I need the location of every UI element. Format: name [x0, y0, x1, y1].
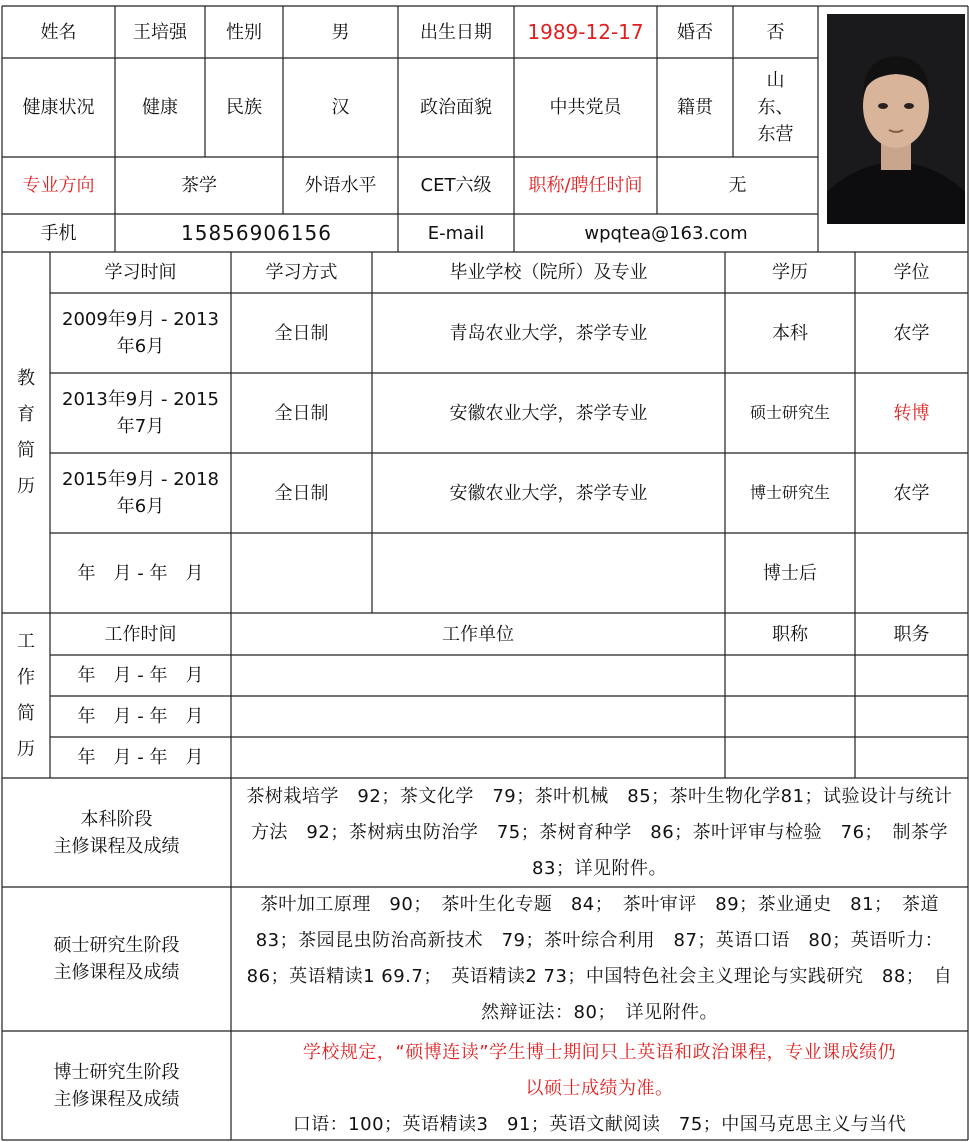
birth-label: 出生日期 — [420, 21, 492, 43]
title-value: 无 — [728, 175, 747, 196]
edu-row-1-school: 青岛农业大学，茶学专业 — [449, 322, 648, 344]
phd-courses-text-block — [231, 1031, 968, 1140]
undergrad-courses-label — [2, 778, 231, 887]
work-row-3-time: 年 月 - 年 月 — [77, 747, 204, 768]
ethnic-value: 汉 — [331, 97, 350, 118]
work-row-1-time: 年 月 - 年 月 — [77, 665, 204, 686]
edu-header-school: 毕业学校（院所）及专业 — [449, 262, 648, 283]
edu-header-degree: 学位 — [893, 262, 930, 283]
work-section-label — [2, 613, 50, 778]
education-section-label — [2, 252, 50, 613]
ethnic-label: 民族 — [226, 97, 262, 118]
phone-label: 手机 — [40, 222, 77, 244]
work-section-text: 工作简历 — [17, 630, 35, 760]
origin-value: 山东、东营 — [757, 70, 794, 145]
undergrad-label-line-2: 主修课程及成绩 — [53, 835, 180, 857]
edu-row-3-school: 安徽农业大学，茶学专业 — [449, 482, 648, 504]
birth-value: 1989-12-17 — [527, 20, 644, 44]
profile-photo — [827, 14, 965, 224]
edu-row-3-level: 博士研究生 — [749, 483, 830, 502]
lang-label: 外语水平 — [304, 175, 377, 196]
gender-label: 性别 — [226, 21, 262, 43]
edu-row-4-degree — [855, 533, 968, 613]
edu-row-3-degree: 农学 — [893, 482, 930, 504]
edu-header-mode: 学习方式 — [265, 262, 338, 283]
political-value: 中共党员 — [549, 97, 622, 118]
edu-row-4-school — [372, 533, 725, 613]
gender-value: 男 — [331, 21, 350, 43]
master-label-line-2: 主修课程及成绩 — [53, 962, 180, 983]
education-section-text: 教育简历 — [17, 367, 35, 497]
name-label: 姓名 — [40, 21, 77, 43]
edu-row-2-school: 安徽农业大学，茶学专业 — [449, 402, 648, 424]
edu-row-1-level: 本科 — [772, 322, 808, 344]
title-label: 职称/聘任时间 — [528, 174, 643, 196]
married-value: 否 — [766, 21, 785, 43]
phd-courses-line: 口语：100；英语精读3 91；英语文献阅读 75；中国马克思主义与当代 — [292, 1114, 907, 1135]
edu-row-2-level: 硕士研究生 — [749, 403, 830, 422]
master-courses-label — [2, 887, 231, 1031]
phone-value: 15856906156 — [181, 221, 332, 245]
work-header-title: 职称 — [772, 623, 808, 645]
health-value: 健康 — [142, 97, 178, 118]
master-courses-text: 茶叶加工原理 90； 茶叶生化专题 84； 茶叶审评 89；茶业通史 81； 茶道 83；茶园昆虫防治高新技术 79；茶叶综合利用 87；英语口语 80；英语听力：86；英语精读1 69.7； 英语精读2 73；中国特色社会主义理论与实践研究 88； 自然辩证法：80； 详见附件。 — [246, 894, 958, 1023]
edu-row-4-mode — [231, 533, 372, 613]
edu-row-2-mode: 全日制 — [274, 402, 329, 424]
edu-header-time: 学习时间 — [104, 262, 177, 283]
origin-label: 籍贯 — [677, 97, 713, 118]
married-label: 婚否 — [677, 21, 713, 43]
email-label: E-mail — [427, 222, 485, 244]
lang-value: CET六级 — [420, 175, 492, 196]
name-value: 王培强 — [133, 21, 187, 43]
phd-label-line-2: 主修课程及成绩 — [53, 1088, 180, 1110]
edu-header-level: 学历 — [772, 262, 808, 283]
master-label-line-1: 硕士研究生阶段 — [53, 935, 180, 956]
work-header-time: 工作时间 — [104, 623, 177, 645]
edu-row-1-time: 2009年9月 - 2013年6月 — [62, 309, 220, 357]
phd-courses-label — [2, 1031, 231, 1140]
phd-note-line-1: 学校规定，“硕博连读”学生博士期间只上英语和政治课程，专业课成绩仍 — [302, 1042, 897, 1063]
phd-note-line-2: 以硕士成绩为准。 — [525, 1078, 674, 1099]
major-label: 专业方向 — [22, 175, 95, 196]
political-label: 政治面貌 — [420, 97, 492, 118]
edu-row-3-time: 2015年9月 - 2018年6月 — [62, 469, 220, 517]
undergrad-label-line-1: 本科阶段 — [80, 808, 153, 830]
work-row-2-time: 年 月 - 年 月 — [77, 706, 204, 727]
major-value: 茶学 — [181, 175, 217, 196]
email-value: wpqtea@163.com — [584, 222, 748, 244]
work-header-position: 职务 — [893, 623, 930, 645]
person-portrait-icon — [827, 14, 965, 224]
work-header-unit: 工作单位 — [442, 623, 514, 645]
edu-row-1-degree: 农学 — [893, 322, 930, 344]
edu-row-4-time: 年 月 - 年 月 — [77, 562, 204, 584]
phd-label-line-1: 博士研究生阶段 — [53, 1061, 180, 1083]
undergrad-courses-text: 茶树栽培学 92；茶文化学 79；茶叶机械 85；茶叶生物化学81；试验设计与统计方法 92；茶树病虫防治学 75；茶树育种学 86；茶叶评审与检验 76； 制茶学 83；详见附件。 — [246, 785, 967, 879]
edu-row-3-mode: 全日制 — [274, 482, 329, 504]
edu-row-2-time: 2013年9月 - 2015年7月 — [62, 389, 220, 437]
edu-row-4-level: 博士后 — [763, 562, 817, 584]
edu-row-2-degree: 转博 — [893, 402, 930, 424]
edu-row-1-mode: 全日制 — [274, 322, 329, 344]
health-label: 健康状况 — [22, 97, 95, 118]
